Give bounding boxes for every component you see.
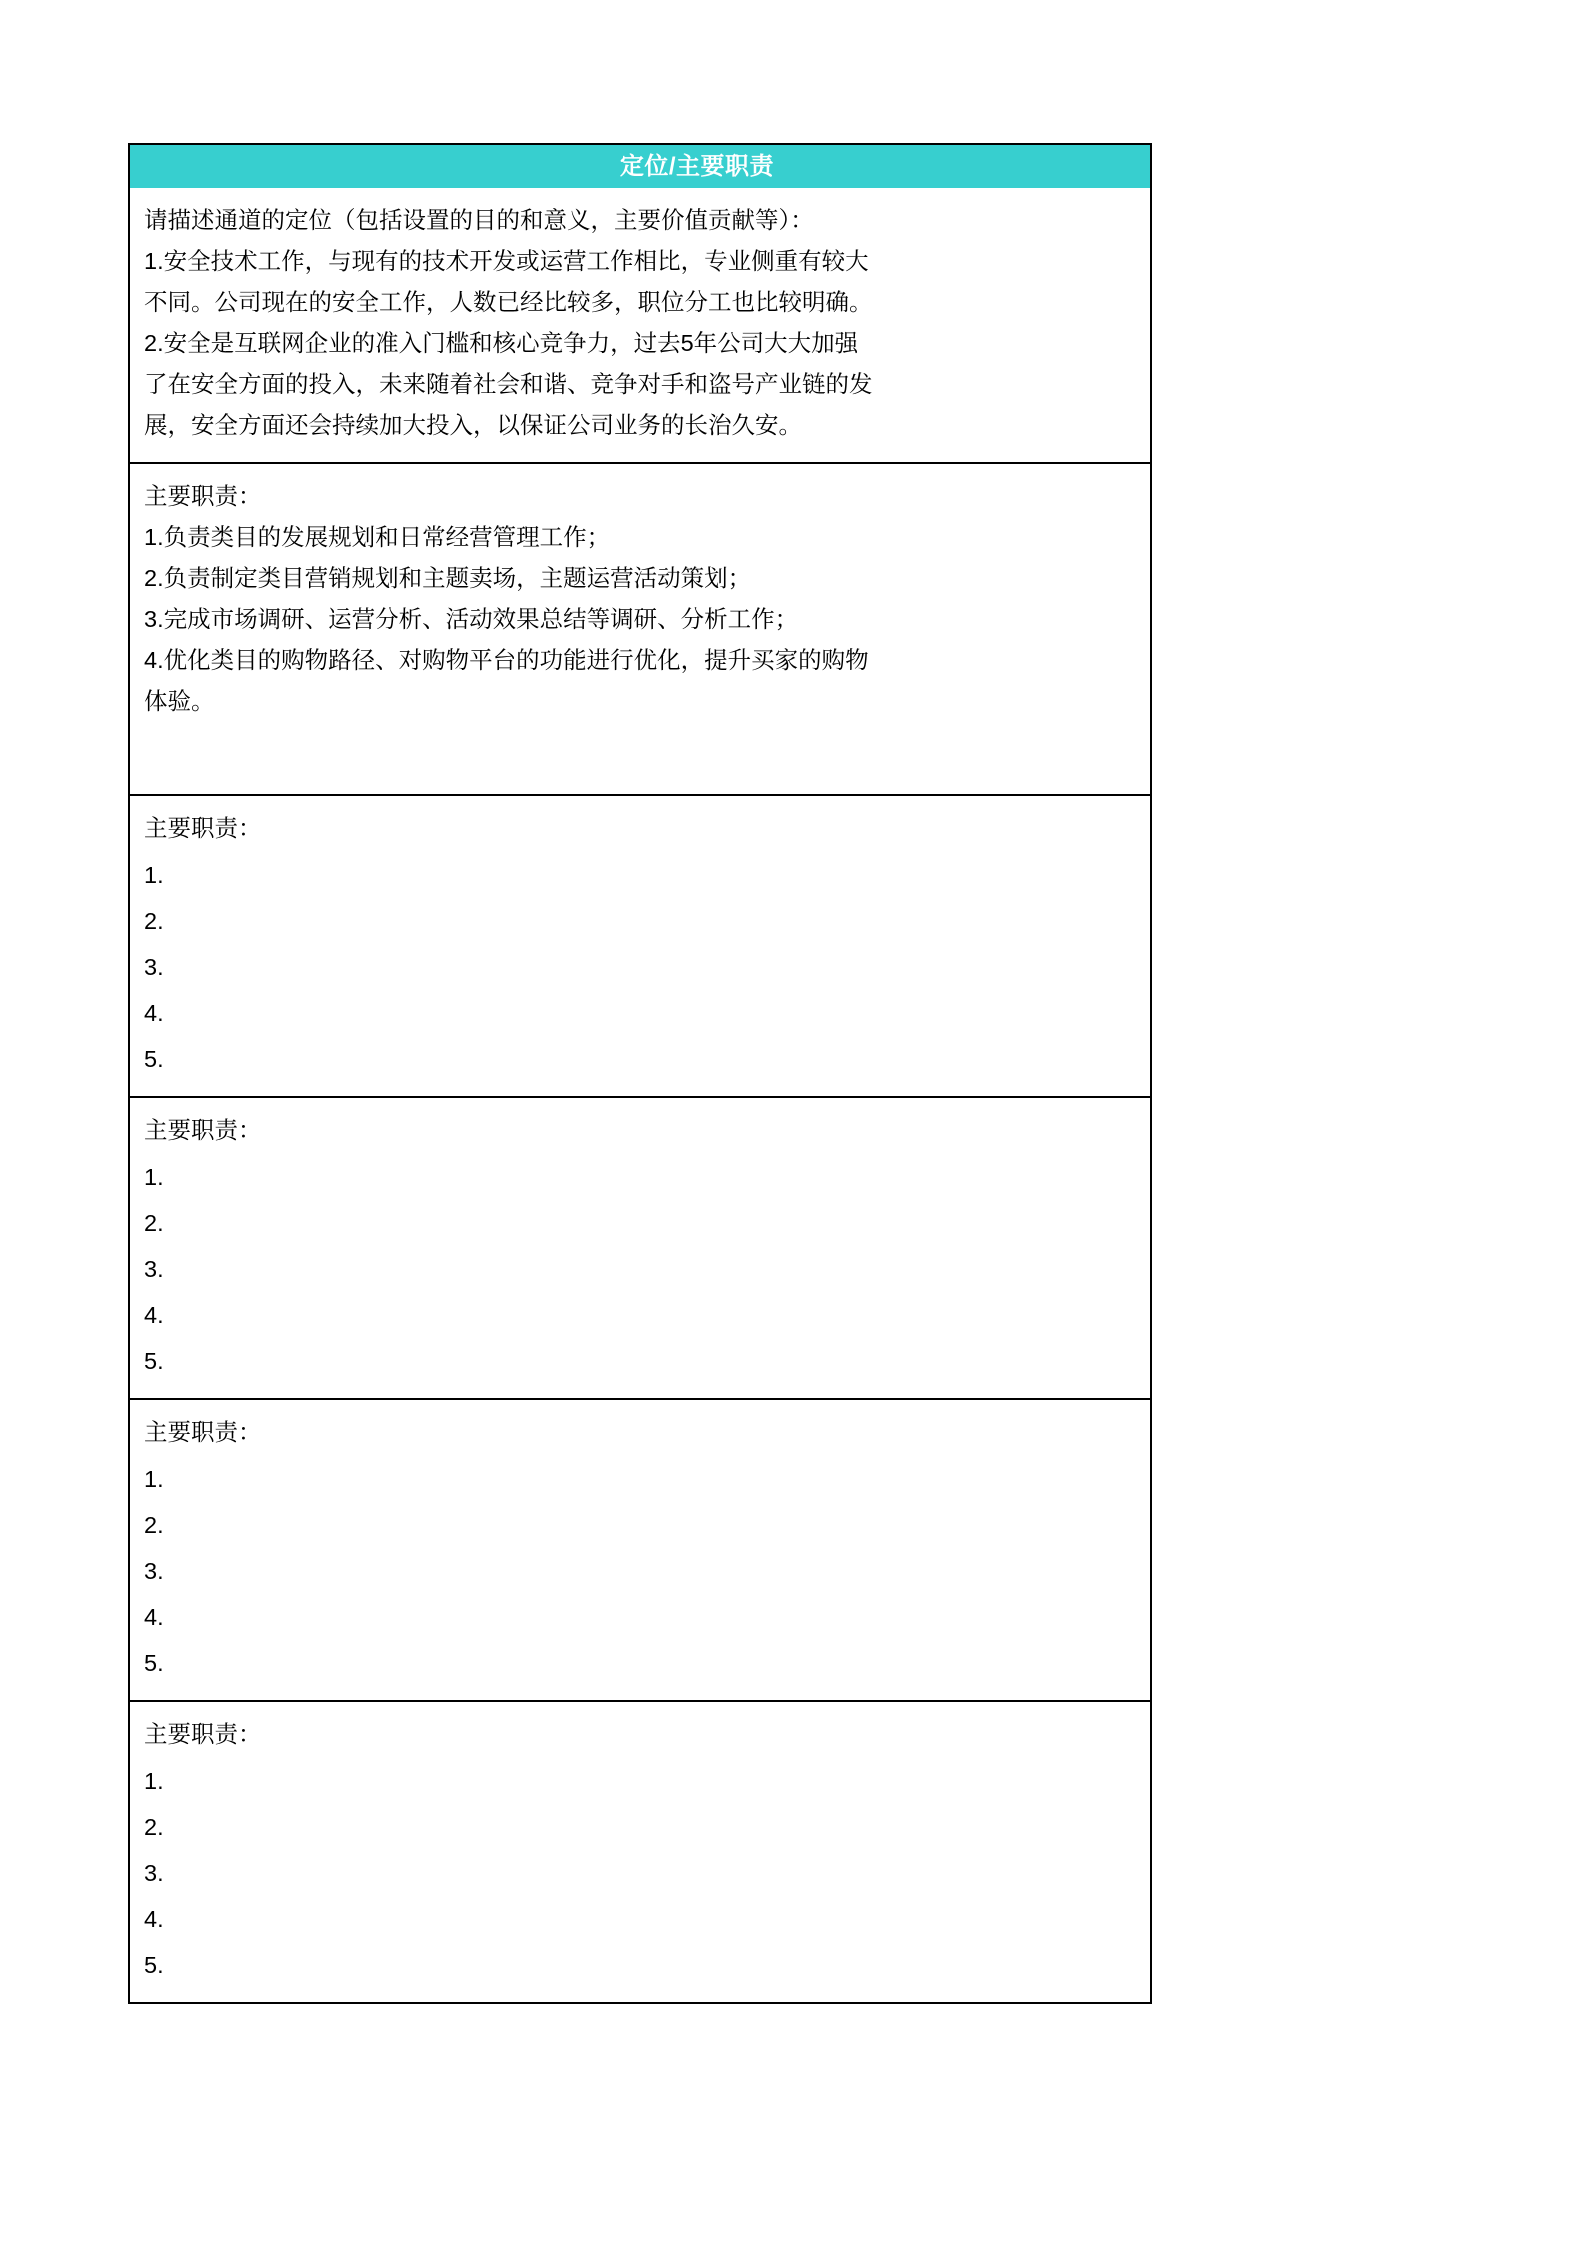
blank-item-2: 2. [144,1512,164,1538]
duties-item-4: 4.优化类目的购物路径、对购物平台的功能进行优化，提升买家的购物 [144,647,869,673]
blank-heading: 主要职责： [144,815,262,841]
blank-heading: 主要职责： [144,1721,262,1747]
intro-line-6: 展，安全方面还会持续加大投入，以保证公司业务的长治久安。 [144,412,802,438]
cell-main-duties-blank-1[interactable] [128,796,1152,1098]
duties-item-2: 2.负责制定类目营销规划和主题卖场，主题运营活动策划； [144,565,752,591]
blank-item-1: 1. [144,1768,164,1794]
blank-item-3: 3. [144,1860,164,1886]
blank-item-2: 2. [144,1210,164,1236]
blank-item-4: 4. [144,1000,164,1026]
cell-main-duties-filled[interactable] [128,464,1152,796]
blank-item-5: 5. [144,1952,164,1978]
cell-main-duties-blank-3[interactable] [128,1400,1152,1702]
duties-item-4-cont: 体验。 [144,688,215,714]
blank-heading: 主要职责： [144,1117,262,1143]
blank-item-5: 5. [144,1348,164,1374]
blank-item-5: 5. [144,1650,164,1676]
intro-line-5: 了在安全方面的投入，未来随着社会和谐、竞争对手和盗号产业链的发 [144,371,873,397]
blank-item-3: 3. [144,1256,164,1282]
intro-line-3: 不同。公司现在的安全工作，人数已经比较多，职位分工也比较明确。 [144,289,873,315]
cell-positioning-description[interactable] [128,188,1152,464]
blank-heading: 主要职责： [144,1419,262,1445]
blank-item-1: 1. [144,862,164,888]
page-title: 定位/主要职责 [619,152,774,180]
blank-item-4: 4. [144,1604,164,1630]
intro-line-2: 1.安全技术工作，与现有的技术开发或运营工作相比，专业侧重有较大 [144,248,869,274]
form-table [128,143,1152,2004]
duties-item-3: 3.完成市场调研、运营分析、活动效果总结等调研、分析工作； [144,606,799,632]
blank-item-4: 4. [144,1906,164,1932]
blank-item-2: 2. [144,1814,164,1840]
cell-main-duties-blank-4[interactable] [128,1702,1152,2004]
blank-item-3: 3. [144,954,164,980]
intro-line-1: 请描述通道的定位（包括设置的目的和意义，主要价值贡献等）： [144,207,814,233]
blank-item-3: 3. [144,1558,164,1584]
duties-item-1: 1.负责类目的发展规划和日常经营管理工作； [144,524,611,550]
table-header-band [128,143,1152,188]
blank-item-1: 1. [144,1164,164,1190]
blank-item-1: 1. [144,1466,164,1492]
blank-item-4: 4. [144,1302,164,1328]
cell-main-duties-blank-2[interactable] [128,1098,1152,1400]
intro-line-4: 2.安全是互联网企业的准入门槛和核心竞争力，过去5年公司大大加强 [144,330,859,356]
blank-item-2: 2. [144,908,164,934]
duties-heading: 主要职责： [144,483,262,509]
blank-item-5: 5. [144,1046,164,1072]
